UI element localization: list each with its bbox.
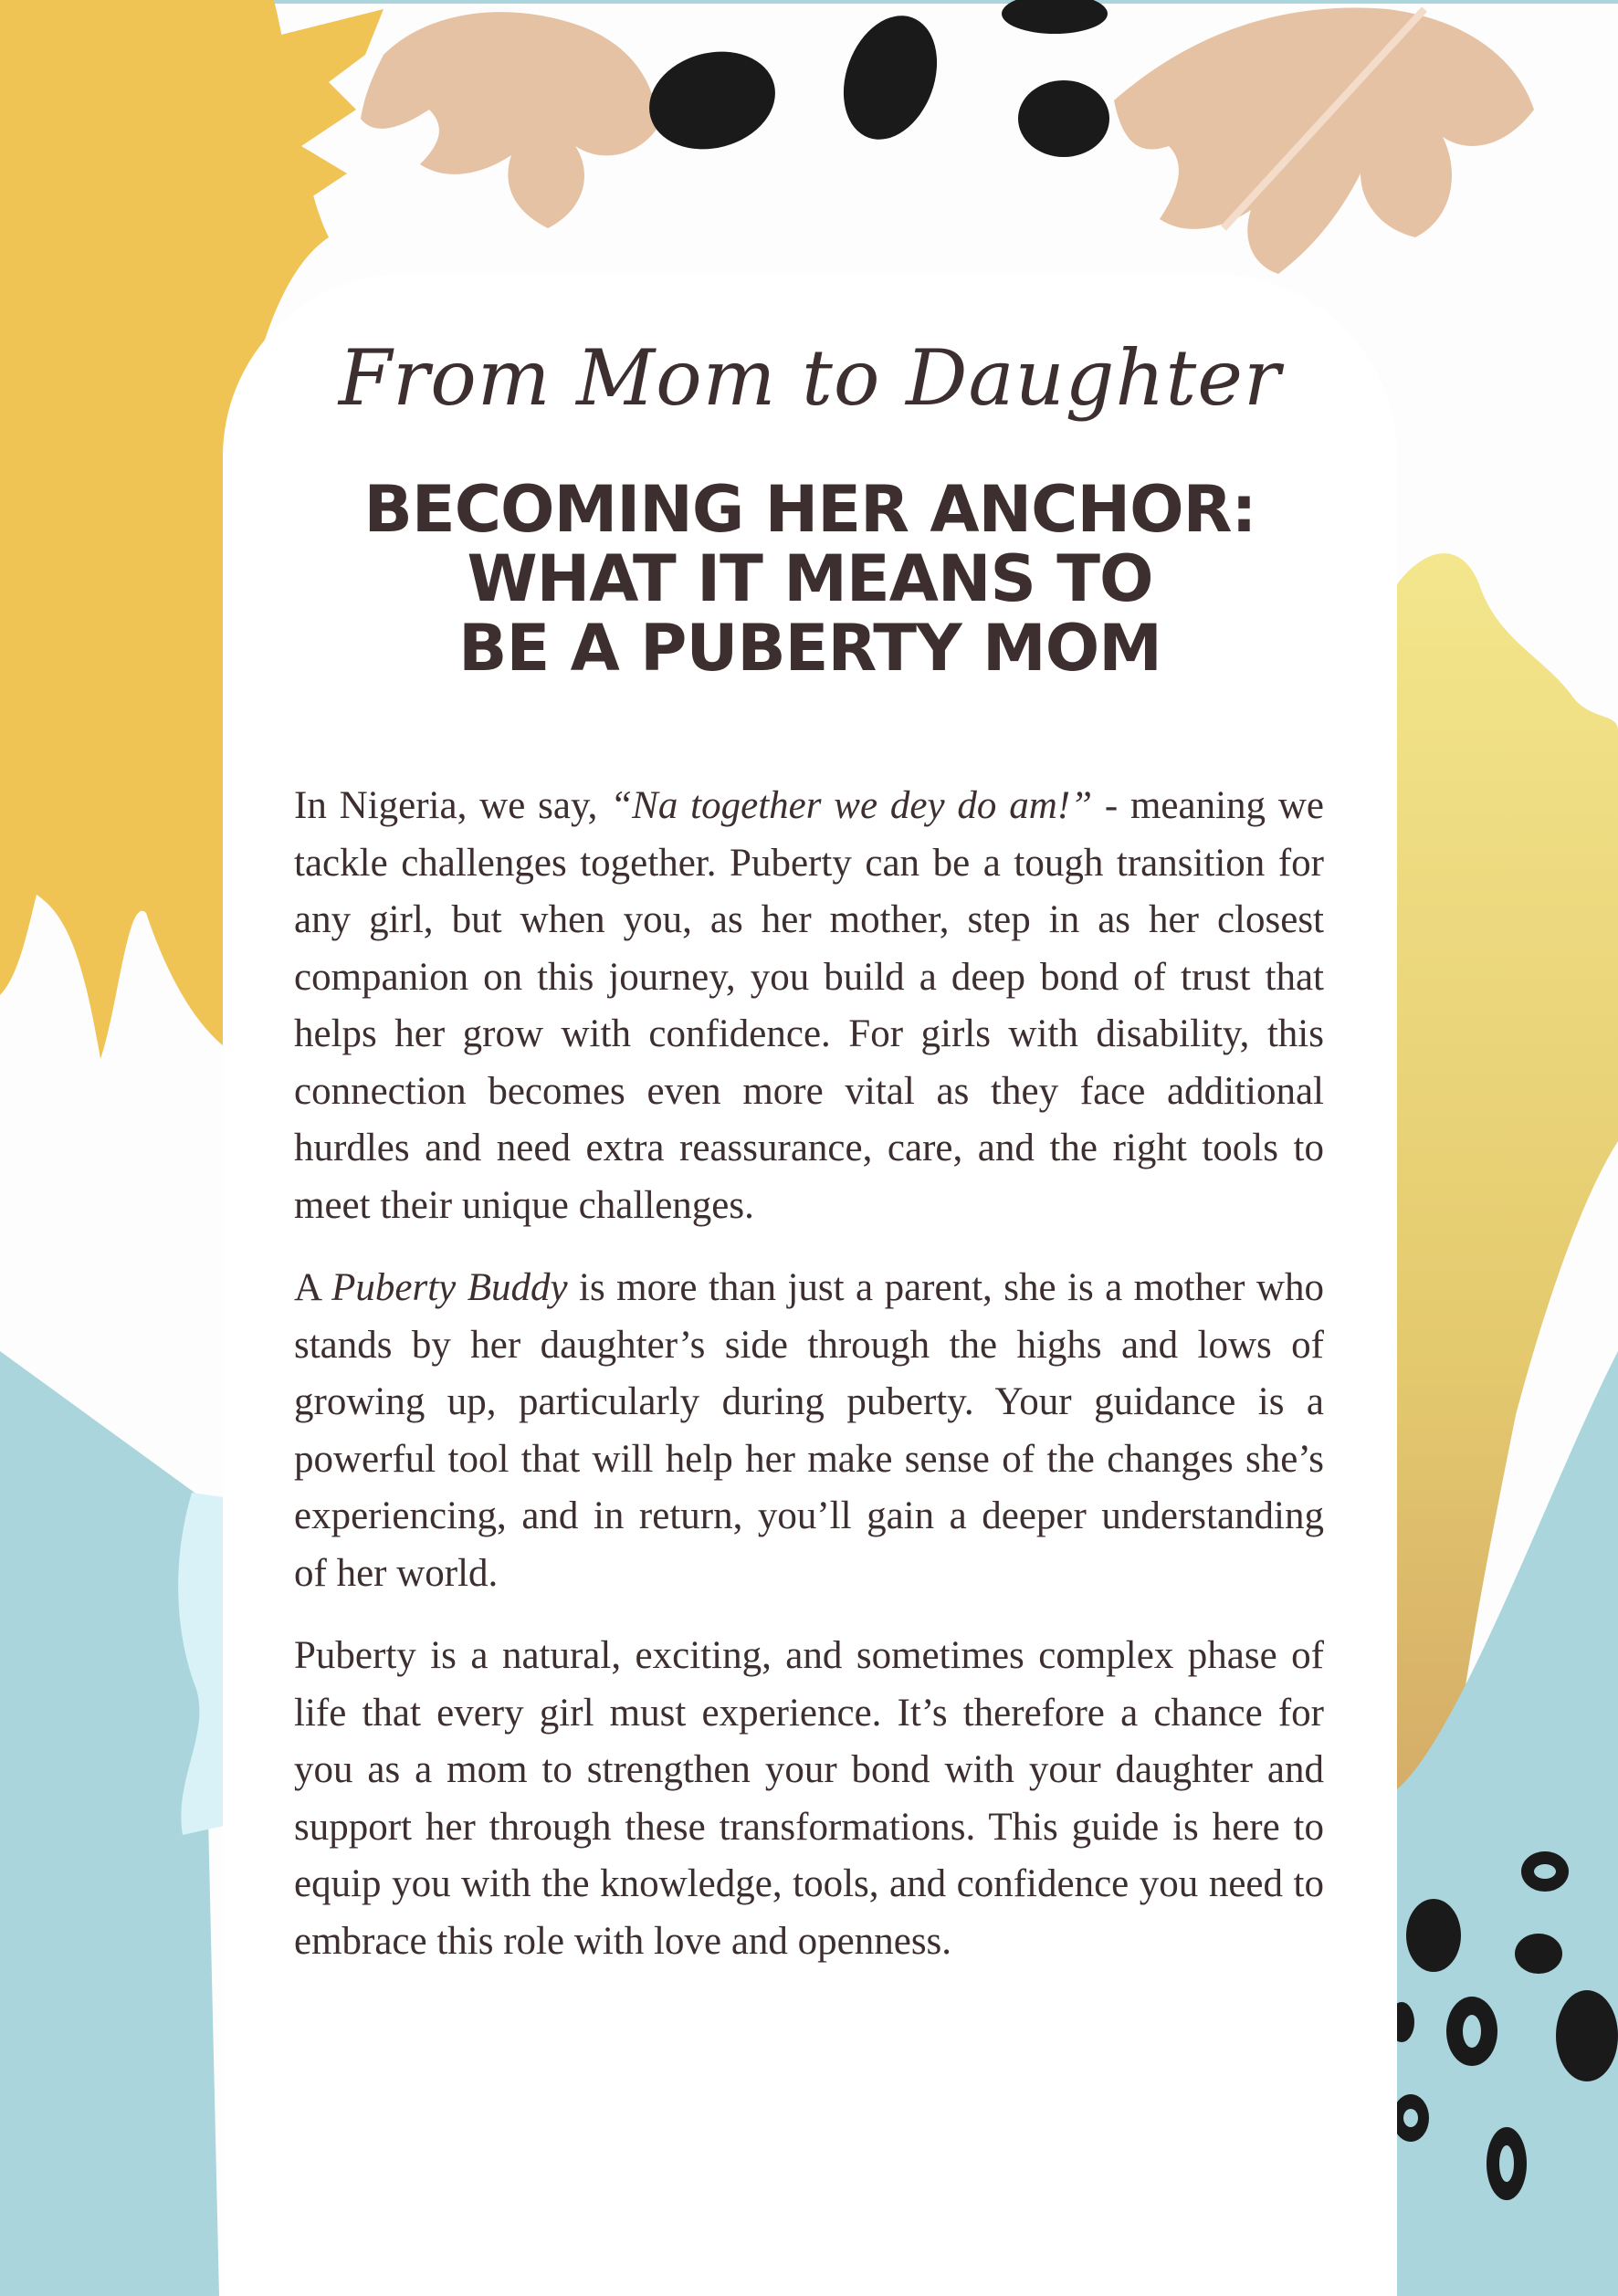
paragraph-1-rest: - meaning we tackle challenges together. Puberty can be a tough transition for any girl, but when you, as her mother, step in as her closest companion on this journey, you build a deep bond of trust that helps her grow with confidence. For girls with disability, this connection becomes even more vital as they face additional hurdles and need extra reassurance, care, and the right tools to meet their unique challenges. <box>294 784 1325 1227</box>
paragraph-2 <box>294 1260 1324 1602</box>
paragraph-3: Puberty is a natural, exciting, and sometimes complex phase of life that every girl must experience. It’s therefore a chance for you as a mom to strengthen your bond with your daughter and support her through these transformations. This guide is here to equip you with the knowledge, tools, and confidence you need to embrace this role with love and openness. <box>294 1634 1324 1963</box>
script-title: From Mom to Daughter <box>338 333 1282 423</box>
page-heading <box>223 472 1397 686</box>
heading-line-3: BE A PUBERTY MOM <box>458 611 1161 686</box>
pebble-icon <box>638 38 786 163</box>
nigerian-quote: “Na together we dey do am!” <box>610 784 1092 827</box>
heading-line-2: WHAT IT MEANS TO <box>467 541 1153 616</box>
puberty-buddy-term: Puberty Buddy <box>331 1266 568 1309</box>
pebble-icon <box>1002 0 1108 34</box>
leaf-icon <box>361 12 657 228</box>
body-text <box>294 778 1324 1996</box>
paragraph-2-rest: is more than just a parent, she is a mother who stands by her daughter’s side through the highs and lows of growing up, particularly during puberty. Your guidance is a powerful tool that will help her make sense of the changes she’s experiencing, and in return, you’ll gain a deeper understanding of her world. <box>294 1266 1324 1595</box>
paragraph-1 <box>294 778 1324 1234</box>
paragraph-2-start: A <box>294 1266 332 1309</box>
leaf-icon <box>1114 7 1534 274</box>
paragraph-1-start: In Nigeria, we say, <box>294 784 611 827</box>
pebble-icon <box>827 3 953 152</box>
pebble-icon <box>1018 80 1109 157</box>
heading-line-1: BECOMING HER ANCHOR: <box>363 472 1256 547</box>
